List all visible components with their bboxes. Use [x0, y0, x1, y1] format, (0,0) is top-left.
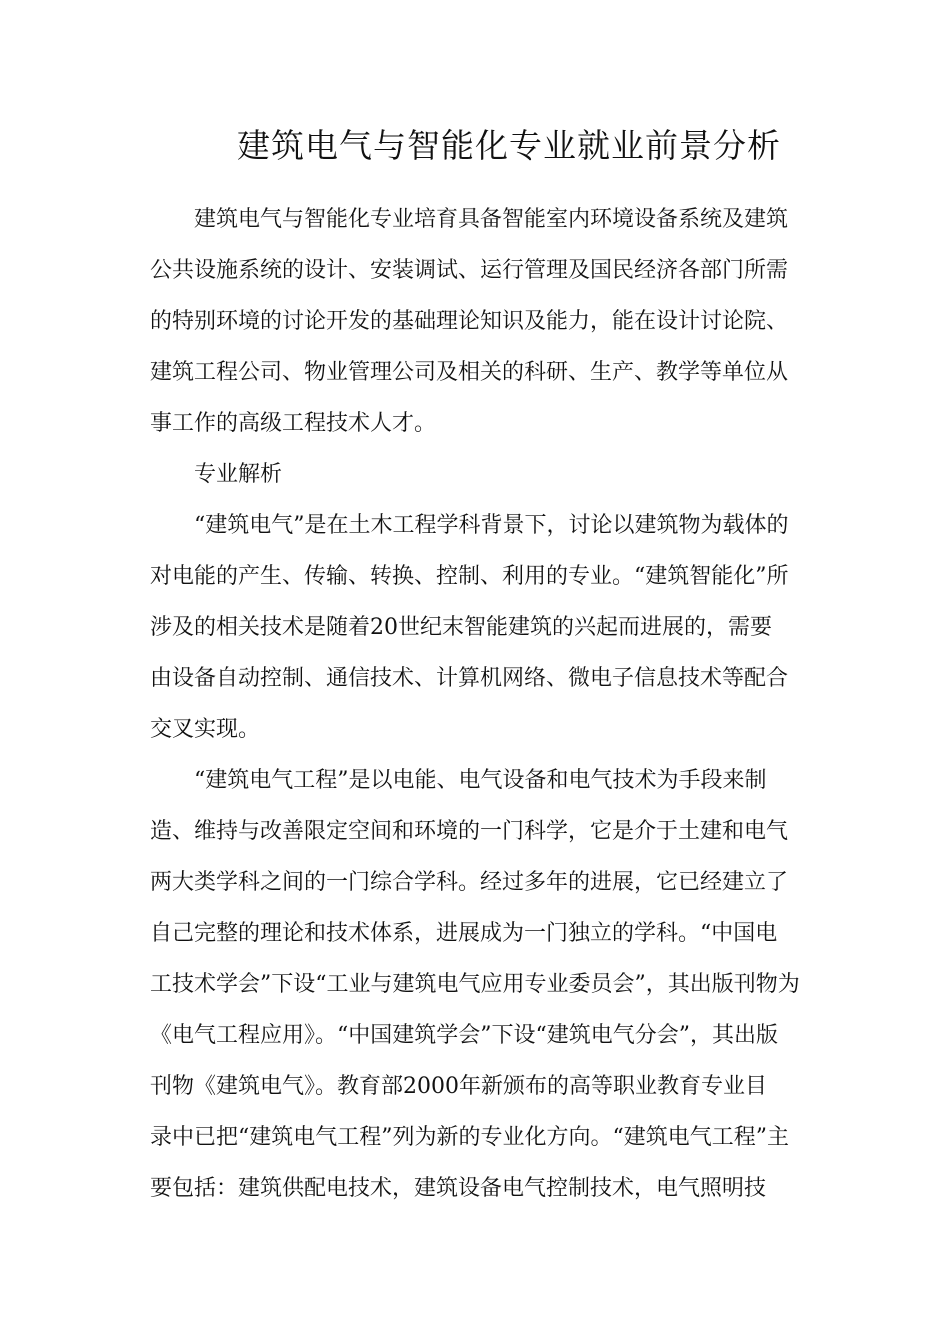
paragraph-line: 由设备自动控制、通信技术、计算机网络、微电子信息技术等配合 — [150, 666, 789, 691]
paragraph-line: 两大类学科之间的一门综合学科。经过多年的进展，它已经建立了 — [150, 870, 789, 895]
document-title: 建筑电气与智能化专业就业前景分析 — [237, 126, 781, 165]
paragraph-line: 建筑工程公司、物业管理公司及相关的科研、生产、教学等单位从 — [150, 360, 789, 385]
paragraph-line: “建筑电气”是在土木工程学科背景下，讨论以建筑物为载体的 — [194, 513, 789, 538]
paragraph-line: 事工作的高级工程技术人才。 — [150, 411, 437, 436]
paragraph-line: 造、维持与改善限定空间和环境的一门科学，它是介于土建和电气 — [150, 819, 789, 844]
paragraph-line: 交叉实现。 — [150, 717, 261, 742]
paragraph-line: 《电气工程应用》。“中国建筑学会”下设“建筑电气分会”，其出版 — [150, 1023, 778, 1048]
document-body — [150, 194, 810, 1214]
paragraph-analysis — [150, 500, 810, 755]
section-heading-text: 专业解析 — [194, 462, 283, 487]
paragraph-line: 工技术学会”下设“工业与建筑电气应用专业委员会”，其出版刊物为 — [150, 972, 800, 997]
paragraph-line: 涉及的相关技术是随着20世纪末智能建筑的兴起而进展的，需要 — [150, 615, 772, 640]
section-heading — [150, 449, 810, 500]
paragraph-line: 对电能的产生、传输、转换、控制、利用的专业。“建筑智能化”所 — [150, 564, 789, 589]
paragraph-line: 刊物《建筑电气》。教育部2000年新颁布的高等职业教育专业目 — [150, 1074, 767, 1099]
paragraph-line: 建筑电气与智能化专业培育具备智能室内环境设备系统及建筑 — [194, 207, 789, 232]
paragraph-intro — [150, 194, 810, 449]
paragraph-line: 的特别环境的讨论开发的基础理论知识及能力，能在设计讨论院、 — [150, 309, 789, 334]
paragraph-line: 公共设施系统的设计、安装调试、运行管理及国民经济各部门所需 — [150, 258, 789, 283]
paragraph-engineering — [150, 755, 810, 1214]
paragraph-line: 要包括：建筑供配电技术，建筑设备电气控制技术，电气照明技 — [150, 1176, 767, 1201]
paragraph-line: 录中已把“建筑电气工程”列为新的专业化方向。“建筑电气工程”主 — [150, 1125, 789, 1150]
paragraph-line: “建筑电气工程”是以电能、电气设备和电气技术为手段来制 — [194, 768, 767, 793]
paragraph-line: 自己完整的理论和技术体系，进展成为一门独立的学科。“中国电 — [150, 921, 778, 946]
